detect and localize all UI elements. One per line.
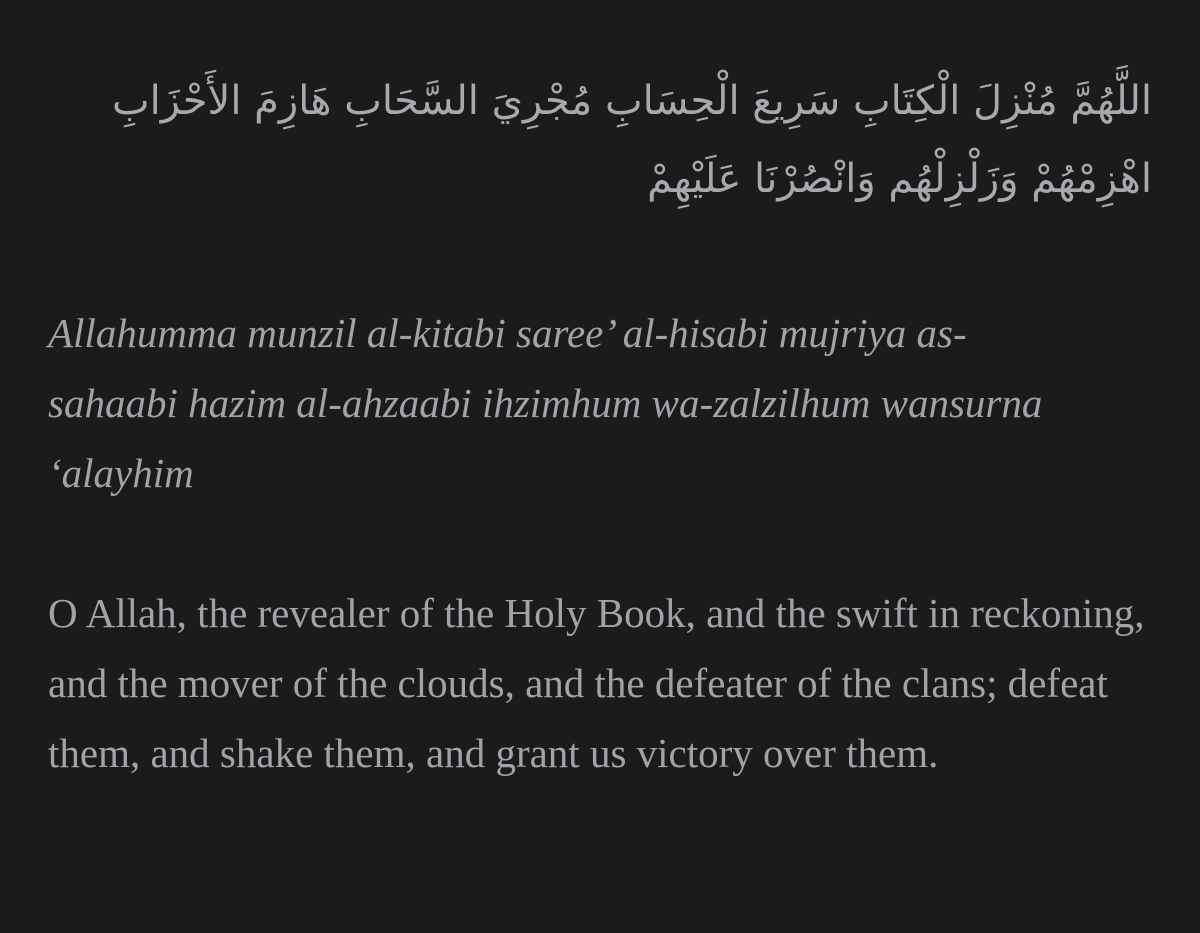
arabic-text: اللَّهُمَّ مُنْزِلَ الْكِتَابِ سَرِيعَ الْحِسَابِ مُجْرِيَ السَّحَابِ هَازِمَ الأَحْزَابِ اهْزِمْهُمْ وَزَلْزِلْهُم وَانْصُرْنَا عَلَيْهِمْ: [111, 78, 1152, 202]
transliteration-text: Allahumma munzil al-kitabi saree’ al-hisabi mujriya as-sahaabi hazim al-ahzaabi ihzimhum wa-zalzilhum wansurna ‘alayhim: [48, 310, 1043, 496]
translation-text: O Allah, the revealer of the Holy Book, and the swift in reckoning, and the mover of the clouds, and the defeater of the clans; defeat them, and shake them, and grant us victory over them.: [48, 590, 1145, 776]
dua-content: [48, 62, 1152, 788]
